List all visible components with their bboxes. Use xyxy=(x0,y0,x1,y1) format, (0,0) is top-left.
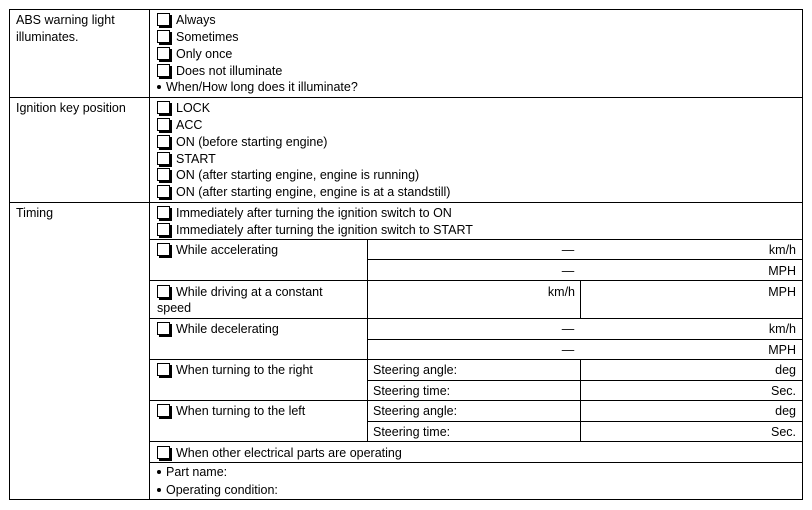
checkbox[interactable] xyxy=(157,206,170,219)
left-steering-time-label: Steering time: xyxy=(373,425,451,439)
accelerating-mph-unit: MPH xyxy=(768,264,796,278)
timing-option-after-start[interactable]: Immediately after turning the ignition switch to START xyxy=(157,222,473,238)
abs-label-line1: ABS warning light xyxy=(16,13,115,27)
row-divider xyxy=(149,462,803,463)
ignition-option-on-running[interactable]: ON (after starting engine, engine is running) xyxy=(157,167,419,183)
row-divider xyxy=(367,259,803,260)
row-divider xyxy=(149,280,803,281)
decelerating-mph-dash: — xyxy=(561,343,575,357)
decelerating-kmh-unit: km/h xyxy=(768,322,796,336)
checkbox[interactable] xyxy=(157,322,170,335)
checkbox[interactable] xyxy=(157,446,170,459)
ignition-option-on-before-start[interactable]: ON (before starting engine) xyxy=(157,134,327,150)
timing-option-constant-speed[interactable]: While driving at a constant xyxy=(157,284,323,300)
constant-speed-kmh-unit: km/h xyxy=(547,285,575,299)
checkbox[interactable] xyxy=(157,285,170,298)
checkbox[interactable] xyxy=(157,223,170,236)
timing-option-turning-right[interactable]: When turning to the right xyxy=(157,362,313,378)
row-divider xyxy=(149,239,803,240)
timing-option-accelerating[interactable]: While accelerating xyxy=(157,242,278,258)
ignition-option-start[interactable]: START xyxy=(157,151,216,167)
row-divider xyxy=(367,380,803,381)
timing-option-after-on[interactable]: Immediately after turning the ignition switch to ON xyxy=(157,205,452,221)
checkbox[interactable] xyxy=(157,363,170,376)
part-name-field[interactable]: Part name: xyxy=(157,464,227,480)
right-steering-time-label: Steering time: xyxy=(373,384,451,398)
abs-option-sometimes[interactable]: Sometimes xyxy=(157,29,239,45)
checkbox[interactable] xyxy=(157,118,170,131)
table-border-bottom xyxy=(9,499,803,500)
ignition-option-on-standstill[interactable]: ON (after starting engine, engine is at a standstill) xyxy=(157,184,450,200)
left-steering-time-unit: Sec. xyxy=(770,425,796,439)
row-divider xyxy=(149,400,803,401)
accelerating-kmh-dash: — xyxy=(561,243,575,257)
checkbox[interactable] xyxy=(157,30,170,43)
table-border-left xyxy=(9,9,10,500)
checkbox[interactable] xyxy=(157,185,170,198)
left-steering-angle-unit: deg xyxy=(775,404,796,418)
row-divider xyxy=(9,97,803,98)
table-border-top xyxy=(9,9,803,10)
row-divider xyxy=(149,318,803,319)
checkbox[interactable] xyxy=(157,152,170,165)
checkbox[interactable] xyxy=(157,243,170,256)
column-divider xyxy=(580,359,581,442)
ignition-option-acc[interactable]: ACC xyxy=(157,117,202,133)
checkbox[interactable] xyxy=(157,404,170,417)
abs-option-does-not-illuminate[interactable]: Does not illuminate xyxy=(157,63,282,79)
right-steering-time-unit: Sec. xyxy=(770,384,796,398)
column-divider xyxy=(580,280,581,319)
abs-illumination-note: When/How long does it illuminate? xyxy=(157,79,358,95)
abs-label-line2: illuminates. xyxy=(16,30,79,44)
row-divider xyxy=(367,339,803,340)
ignition-option-lock[interactable]: LOCK xyxy=(157,100,210,116)
bullet-icon xyxy=(157,470,161,474)
row-divider xyxy=(9,202,803,203)
decelerating-kmh-dash: — xyxy=(561,322,575,336)
right-steering-angle-unit: deg xyxy=(775,363,796,377)
constant-speed-mph-unit: MPH xyxy=(768,285,796,299)
checkbox[interactable] xyxy=(157,47,170,60)
accelerating-kmh-unit: km/h xyxy=(768,243,796,257)
checkbox[interactable] xyxy=(157,135,170,148)
decelerating-mph-unit: MPH xyxy=(768,343,796,357)
checkbox[interactable] xyxy=(157,168,170,181)
operating-condition-field[interactable]: Operating condition: xyxy=(157,482,278,498)
constant-speed-label-line2: speed xyxy=(157,301,192,315)
bullet-icon xyxy=(157,488,161,492)
abs-option-only-once[interactable]: Only once xyxy=(157,46,232,62)
row-divider xyxy=(149,441,803,442)
timing-option-other-electrical[interactable]: When other electrical parts are operating xyxy=(157,445,402,461)
column-divider xyxy=(367,239,368,442)
left-steering-angle-label: Steering angle: xyxy=(373,404,458,418)
accelerating-mph-dash: — xyxy=(561,264,575,278)
timing-option-turning-left[interactable]: When turning to the left xyxy=(157,403,305,419)
checkbox[interactable] xyxy=(157,13,170,26)
checkbox[interactable] xyxy=(157,101,170,114)
row-divider xyxy=(367,421,803,422)
abs-option-always[interactable]: Always xyxy=(157,12,216,28)
bullet-icon xyxy=(157,85,161,89)
right-steering-angle-label: Steering angle: xyxy=(373,363,458,377)
label-column-divider xyxy=(149,9,150,500)
timing-label: Timing xyxy=(16,206,54,220)
table-border-right xyxy=(802,9,803,500)
row-divider xyxy=(149,359,803,360)
checkbox[interactable] xyxy=(157,64,170,77)
ignition-label: Ignition key position xyxy=(16,101,126,115)
timing-option-decelerating[interactable]: While decelerating xyxy=(157,321,279,337)
